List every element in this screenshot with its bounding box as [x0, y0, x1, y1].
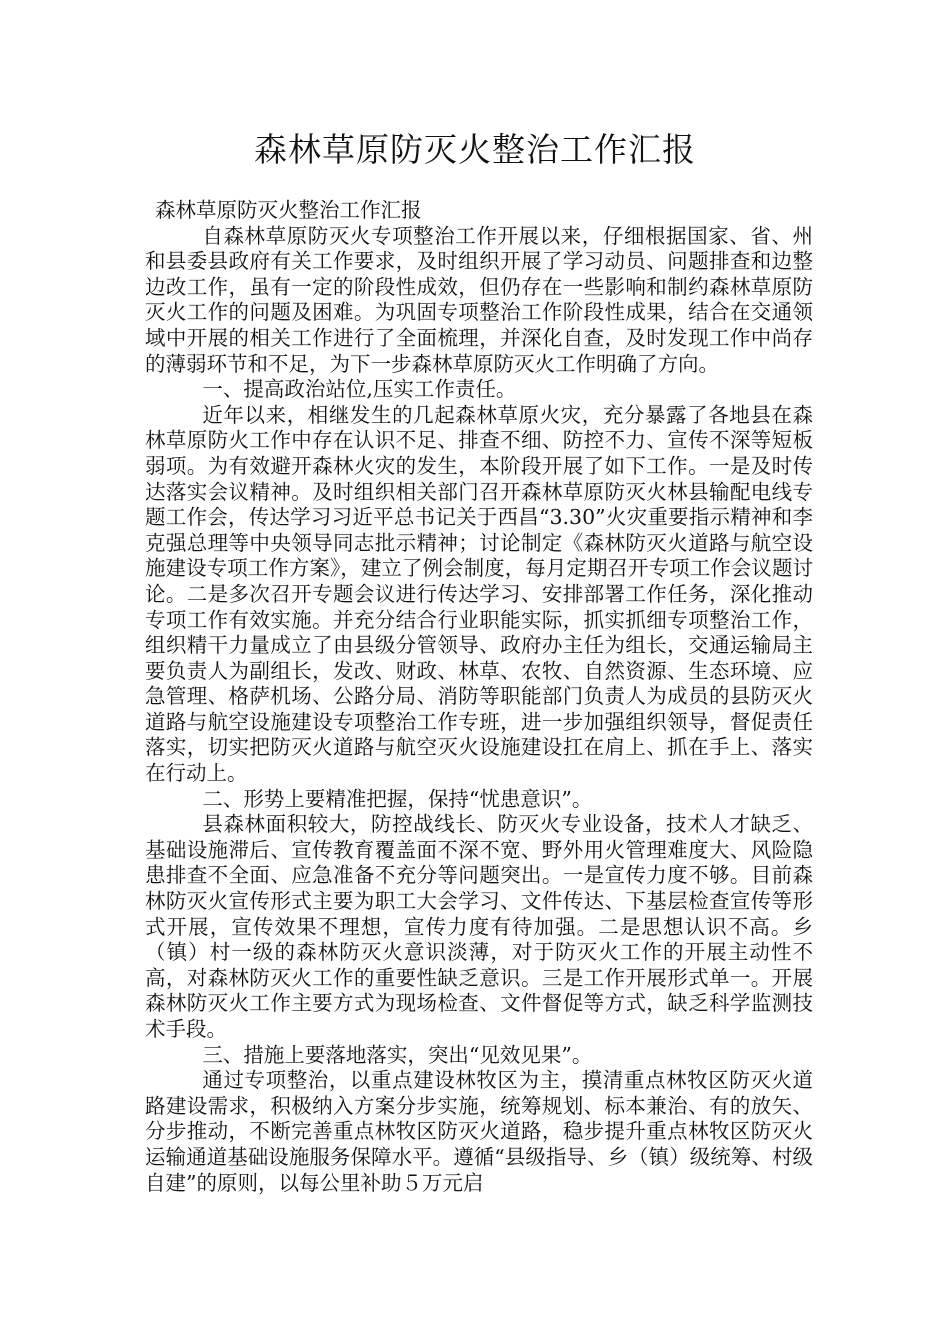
paragraph-section-1: 近年以来，相继发生的几起森林草原火灾，充分暴露了各地县在森林草原防火工作中存在认识不足、排查不细、防控不力、宣传不深等短板弱项。为有效避开森林火灾的发生，本阶段开展了如下工作。一是及时传达落实会议精神。及时组织相关部门召开森林草原防灭火林县输配电线专题工作会，传达学习习近平总书记关于西昌“3.30”火灾重要指示精神和李克强总理等中央领导同志批示精神；讨论制定《森林防灭火道路与航空设施建设专项工作方案》，建立了例会制度，每月定期召开专项工作会议题讨论。二是多次召开专题会议进行传达学习、安排部署工作任务，深化推动专项工作有效实施。并充分结合行业职能实际，抓实抓细专项整治工作，组织精干力量成立了由县级分管领导、政府办主任为组长，交通运输局主要负责人为副组长，发改、财政、林草、农牧、自然资源、生态环境、应急管理、格萨机场、公路分局、消防等职能部门负责人为成员的县防灭火道路与航空设施建设专项整治工作专班，进一步加强组织领导，督促责任落实，切实把防灭火道路与航空灭火设施建设扛在肩上、抓在手上、落实在行动上。	[145, 402, 813, 786]
section-heading-2: 二、形势上要精准把握，保持“忧患意识”。	[202, 786, 593, 811]
document-subtitle: 森林草原防灭火整治工作汇报	[155, 198, 422, 222]
paragraph-section-3: 通过专项整治，以重点建设林牧区为主，摸清重点林牧区防灭火道路建设需求，积极纳入方案分步实施，统筹规划、标本兼治、有的放矢、分步推动，不断完善重点林牧区防灭火道路，稳步提升重点林牧区防灭火运输通道基础设施服务保障水平。遵循“县级指导、乡（镇）级统筹、村级自建”的原则，以每公里补助５万元启	[145, 1068, 813, 1195]
section-heading-1: 一、提高政治站位,压实工作责任。	[202, 377, 517, 402]
section-heading-3: 三、措施上要落地落实，突出“见效见果”。	[202, 1042, 593, 1067]
document-title: 森林草原防灭火整治工作汇报	[254, 130, 696, 169]
document-body	[145, 198, 813, 1196]
paragraph-intro: 自森林草原防灭火专项整治工作开展以来，仔细根据国家、省、州和县委县政府有关工作要求，及时组织开展了学习动员、问题排查和边整边改工作，虽有一定的阶段性成效，但仍存在一些影响和制约森林草原防灭火工作的问题及困难。为巩固专项整治工作阶段性成果，结合在交通领域中开展的相关工作进行了全面梳理，并深化自查，及时发现工作中尚存的薄弱环节和不足，为下一步森林草原防灭火工作明确了方向。	[145, 223, 813, 376]
paragraph-section-2: 县森林面积较大，防控战线长、防灭火专业设备，技术人才缺乏、基础设施滞后、宣传教育覆盖面不深不宽、野外用火管理难度大、风险隐患排查不全面、应急准备不充分等问题突出。一是宣传力度不够。目前森林防灭火宣传形式主要为职工大会学习、文件传达、下基层检查宣传等形式开展，宣传效果不理想，宣传力度有待加强。二是思想认识不高。乡（镇）村一级的森林防灭火意识淡薄，对于防灭火工作的开展主动性不高，对森林防灭火工作的重要性缺乏意识。三是工作开展形式单一。开展森林防灭火工作主要方式为现场检查、文件督促等方式，缺乏科学监测技术手段。	[145, 812, 813, 1041]
